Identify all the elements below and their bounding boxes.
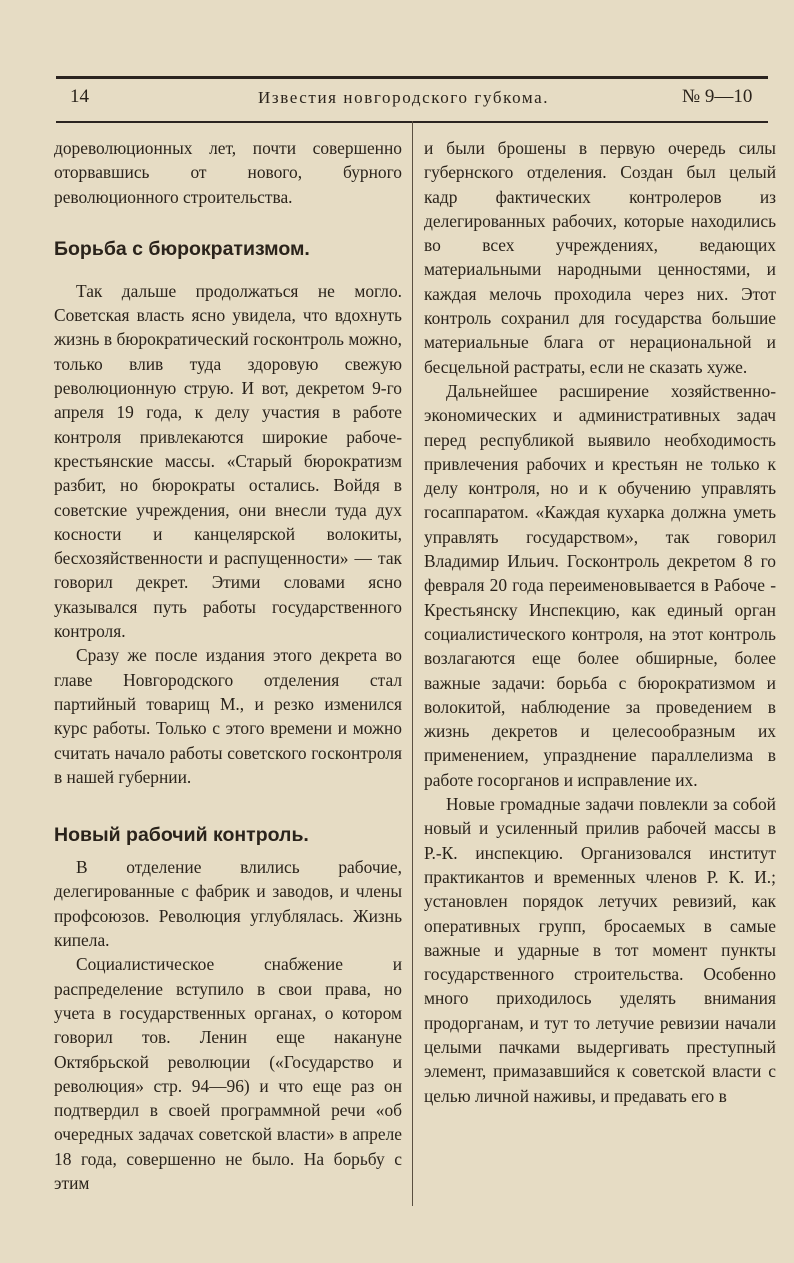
- paragraph-continued: дореволюционных лет, почти совершенно оторвавшись от нового, бурного революционного строительства.: [54, 138, 402, 207]
- paragraph-socialist-supply: Социалистическое снабжение и распределение вступило в свои права, но учета в государственных органах, о котором говорил тов. Ленин еще накануне Октябрьской революции («Государство и революция» стр. 94—96) и что еще раз он подтвердил в своей программной речи «об очередных задачах советской власти» в апреле 18 года, совершенно не было. На борьбу с этим: [54, 954, 402, 1193]
- running-header-title: Известия новгородского губкома.: [258, 88, 550, 107]
- heading-new-control: Новый рабочий контроль.: [54, 824, 309, 847]
- column-divider: [412, 121, 413, 1206]
- paragraph-expansion: Дальнейшее расширение хозяйственно-экономических и административных задач перед республикой выявило необходимость привлечения рабочих и крестьян не только к делу контроля, но и к обучению управлять госаппаратом. «Каждая кухарка должна уметь управлять государством», так говорил Владимир Ильич. Госконтроль декретом 8 го февраля 20 года переименовывается в Рабоче - Крестьянску Инспекцию, как единый орган социалистического контроля, на этот контроль возлагаются еще более обширные, более важные задачи: борьба с бюрократизмом и волокитой, наблюдение за проведением в жизнь декретов и целесообразным их применением, упразднение параллелизма в работе госорганов и исправление их.: [424, 380, 776, 790]
- paragraph-continued-right: и были брошены в первую очередь силы губернского отделения. Создан был целый кадр фактических контролеров из делегированных рабочих, которые находились во всех учреждениях, ведающих материальными народными ценностями, и каждая мелочь проходила через них. Этот контроль сохранил для государства большие материальные блага от нерациональной и бесцельной растраты, если не сказать хуже.: [424, 138, 776, 377]
- paragraph-new-tasks: Новые громадные задачи повлекли за собой новый и усиленный прилив рабочей массы в Р.-К. инспекцию. Организовался институт практикантов и временных членов Р. К. И.; установлен порядок летучих ревизий, как оперативных групп, бросаемых в самые важные и ударные в тот момент пункты государственного строительства. Особенно много приходилось уделять внимания продорганам, и тут то летучие ревизии начали целыми пачками выдергивать преступный элемент, примазавшийся к советской власти с целью личной наживы, и предавать его в: [424, 794, 776, 1106]
- page-number: 14: [70, 86, 89, 107]
- right-column: [424, 136, 776, 1108]
- heading-bureaucracy: Борьба с бюрократизмом.: [54, 237, 310, 260]
- paragraph-workers: В отделение влились рабочие, делегированные с фабрик и заводов, и члены профсоюзов. Революция углублялась. Жизнь кипела.: [54, 857, 402, 951]
- top-rule: [56, 76, 768, 79]
- left-column: [54, 136, 402, 1195]
- paragraph-after-decree: Сразу же после издания этого декрета во главе Новгородского отделения стал партийный товарищ М., и резко изменился курс работы. Только с этого времени и можно считать начало работы советского госконтроля в нашей губернии.: [54, 645, 402, 787]
- issue-number: № 9—10: [682, 86, 753, 107]
- paragraph-bureaucracy: Так дальше продолжаться не могло. Советская власть ясно увидела, что вдохнуть жизнь в бюрократический госконтроль можно, только влив туда здоровую свежую революционную струю. И вот, декретом 9-го апреля 19 года, к делу участия в работе контроля привлекаются широкие рабоче-крестьянские массы. «Старый бюрократизм разбит, но бюрократы остались. Войдя в советские учреждения, они внесли туда дух косности и канцелярской волокиты, бесхозяйственности и распущенности» — так говорил декрет. Этими словами ясно указывался путь работы государственного контроля.: [54, 280, 402, 642]
